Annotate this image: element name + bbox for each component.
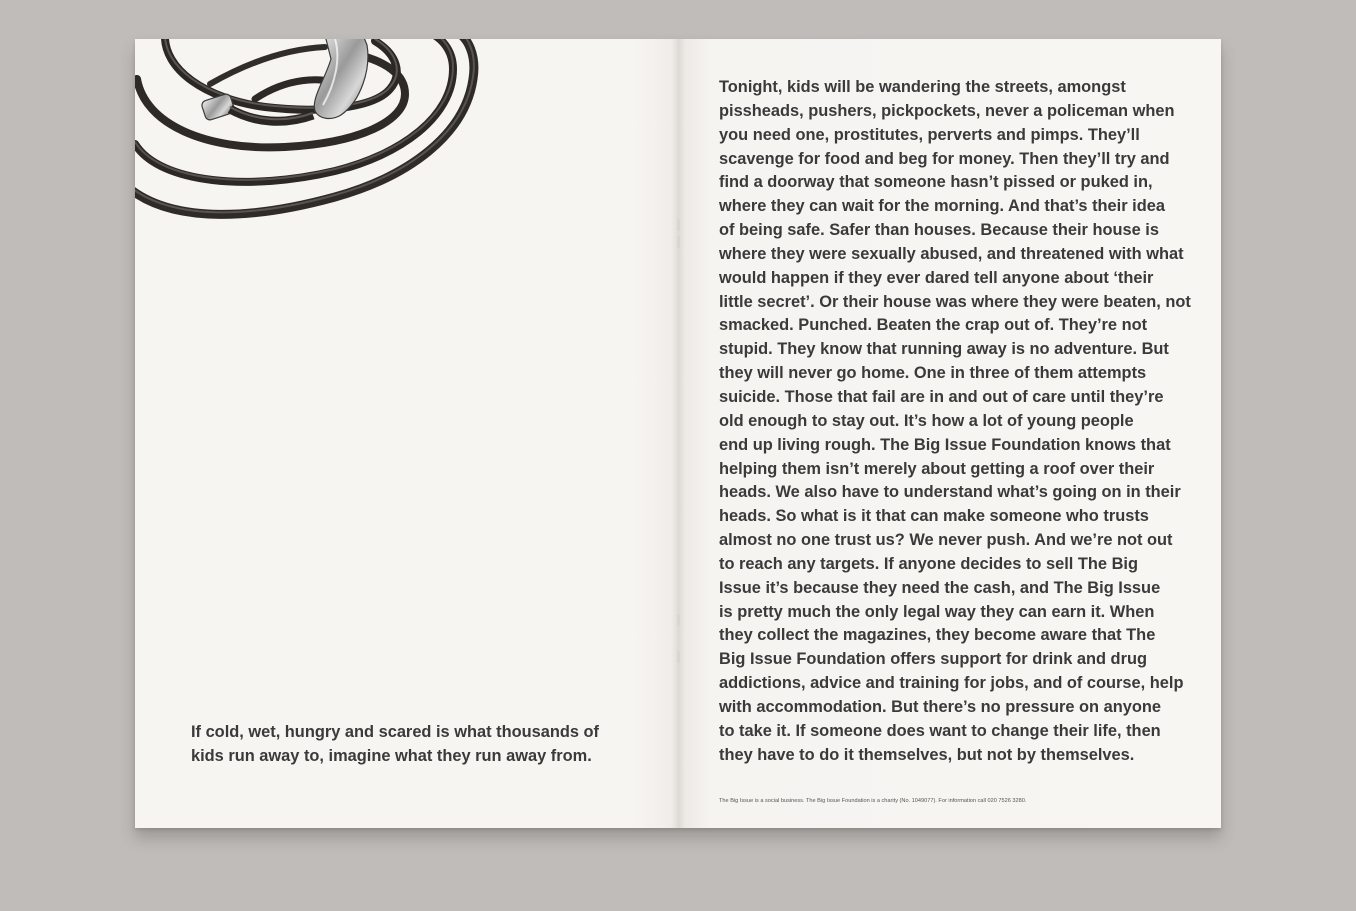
body-line: of being safe. Safer than houses. Because their house is (719, 221, 1159, 240)
body-line: where they were sexually abused, and threatened with what (719, 244, 1184, 263)
body-line: little secret’. Or their house was where they were beaten, not (719, 292, 1191, 311)
headline: If cold, wet, hungry and scared is what thousands of kids run away to, imagine what they run away from. (191, 723, 599, 765)
right-page (678, 39, 1221, 828)
body-line: is pretty much the only legal way they can earn it. When (719, 602, 1155, 621)
body-line: suicide. Those that fail are in and out of care until they’re (719, 387, 1164, 406)
gutter-shadow (671, 39, 685, 828)
body-line: with accommodation. But there’s no pressure on anyone (719, 697, 1162, 716)
staple-mark (677, 219, 680, 231)
body-line: find a doorway that someone hasn’t pissed or puked in, (719, 173, 1153, 192)
body-line: Issue it’s because they need the cash, and The Big Issue (719, 578, 1161, 597)
body-line: helping them isn’t merely about getting a roof over their (719, 459, 1155, 478)
body-line: they have to do it themselves, but not by themselves. (719, 745, 1135, 764)
body-line: you need one, prostitutes, perverts and pimps. They’ll (719, 125, 1140, 144)
body-line: where they can wait for the morning. And that’s their idea (719, 197, 1165, 216)
body-line: almost no one trust us? We never push. And we’re not out (719, 531, 1173, 550)
staple-mark (677, 651, 680, 663)
body-line: heads. So what is it that can make someone who trusts (719, 507, 1149, 526)
body-line: would happen if they ever dared tell anyone about ‘their (719, 268, 1154, 287)
body-copy (719, 76, 1191, 767)
body-line: pissheads, pushers, pickpockets, never a policeman when (719, 101, 1175, 120)
staple-mark (677, 614, 680, 626)
leather-lead-image (135, 39, 480, 239)
body-line: end up living rough. The Big Issue Foundation knows that (719, 435, 1171, 454)
staple-mark (677, 236, 680, 248)
body-line: heads. We also have to understand what’s going on in their (719, 483, 1181, 502)
body-line: Tonight, kids will be wandering the streets, amongst (719, 78, 1126, 96)
footer-note: The Big Issue is a social business. The Big Issue Foundation is a charity (No. 1049077). For information call 020 7526 3280. (719, 798, 1027, 804)
body-line: they collect the magazines, they become aware that The (719, 626, 1156, 645)
body-line: Big Issue Foundation offers support for drink and drug (719, 650, 1147, 669)
body-line: they will never go home. One in three of them attempts (719, 364, 1147, 383)
magazine-spread (135, 39, 1221, 828)
body-line: smacked. Punched. Beaten the crap out of. They’re not (719, 316, 1148, 335)
body-line: to reach any targets. If anyone decides to sell The Big (719, 554, 1138, 573)
body-line: to take it. If someone does want to change their life, then (719, 721, 1161, 740)
body-line: old enough to stay out. It’s how a lot of young people (719, 411, 1134, 430)
left-page (135, 39, 678, 828)
body-line: stupid. They know that running away is no adventure. But (719, 340, 1169, 359)
body-line: addictions, advice and training for jobs, and of course, help (719, 674, 1184, 693)
body-line: scavenge for food and beg for money. Then they’ll try and (719, 149, 1170, 168)
